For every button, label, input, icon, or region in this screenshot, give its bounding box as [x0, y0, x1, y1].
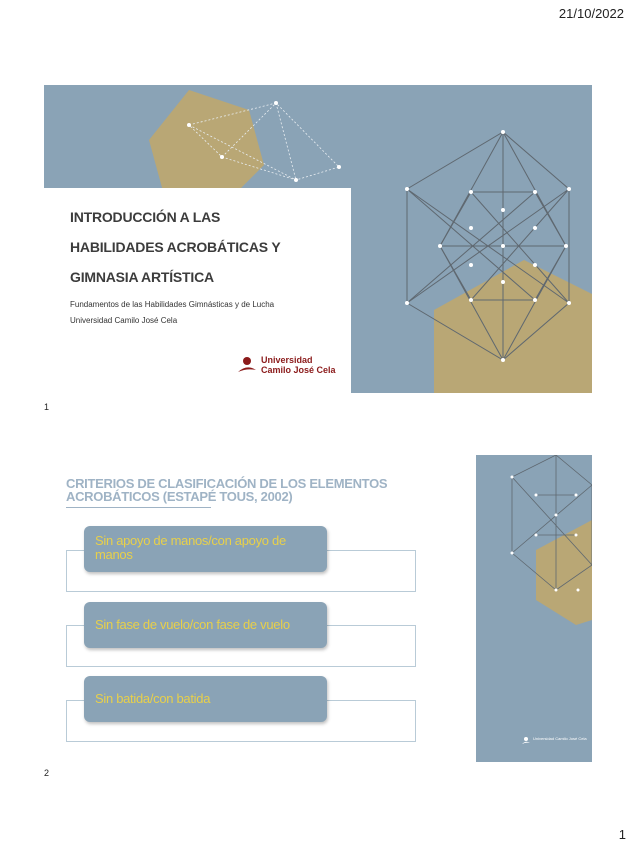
title-panel	[44, 188, 351, 393]
slide-number: 1	[44, 402, 50, 412]
criteria-label: Sin fase de vuelo/con fase de vuelo	[95, 617, 290, 632]
slide-title	[70, 202, 340, 292]
title-line: INTRODUCCIÓN A LAS	[70, 209, 221, 225]
criteria-item	[84, 602, 327, 648]
title-line: HABILIDADES ACROBÁTICAS Y	[70, 239, 281, 255]
slide-2	[44, 455, 424, 765]
slide-subtitle	[70, 297, 274, 329]
slide-1	[44, 85, 592, 393]
logo-line: Camilo José Cela	[261, 365, 336, 375]
logo-mark-icon	[237, 356, 257, 374]
title-line: GIMNASIA ARTÍSTICA	[70, 269, 214, 285]
slide-title: CRITERIOS DE CLASIFICACIÓN DE LOS ELEMENTOS ACROBÁTICOS (ESTAPÉ TOUS, 2002)	[66, 476, 388, 504]
logo-line: Universidad	[261, 355, 313, 365]
university-logo	[237, 355, 336, 375]
date: 21/10/2022	[558, 6, 624, 21]
page-number: 1	[618, 827, 626, 842]
title-underline	[66, 507, 211, 508]
side-logo-text: Universidad Camilo José Cela	[533, 736, 587, 741]
geometric-decoration	[476, 455, 592, 762]
slide-2-side-panel	[476, 455, 592, 762]
subtitle-line: Universidad Camilo José Cela	[70, 316, 178, 325]
slide-number: 2	[44, 768, 50, 778]
subtitle-line: Fundamentos de las Habilidades Gimnásticas y de Lucha	[70, 300, 275, 309]
criteria-label: Sin apoyo de manos/con apoyo de manos	[95, 533, 286, 562]
criteria-item	[84, 676, 327, 722]
criteria-label: Sin batida/con batida	[95, 691, 211, 706]
criteria-item	[84, 526, 327, 572]
